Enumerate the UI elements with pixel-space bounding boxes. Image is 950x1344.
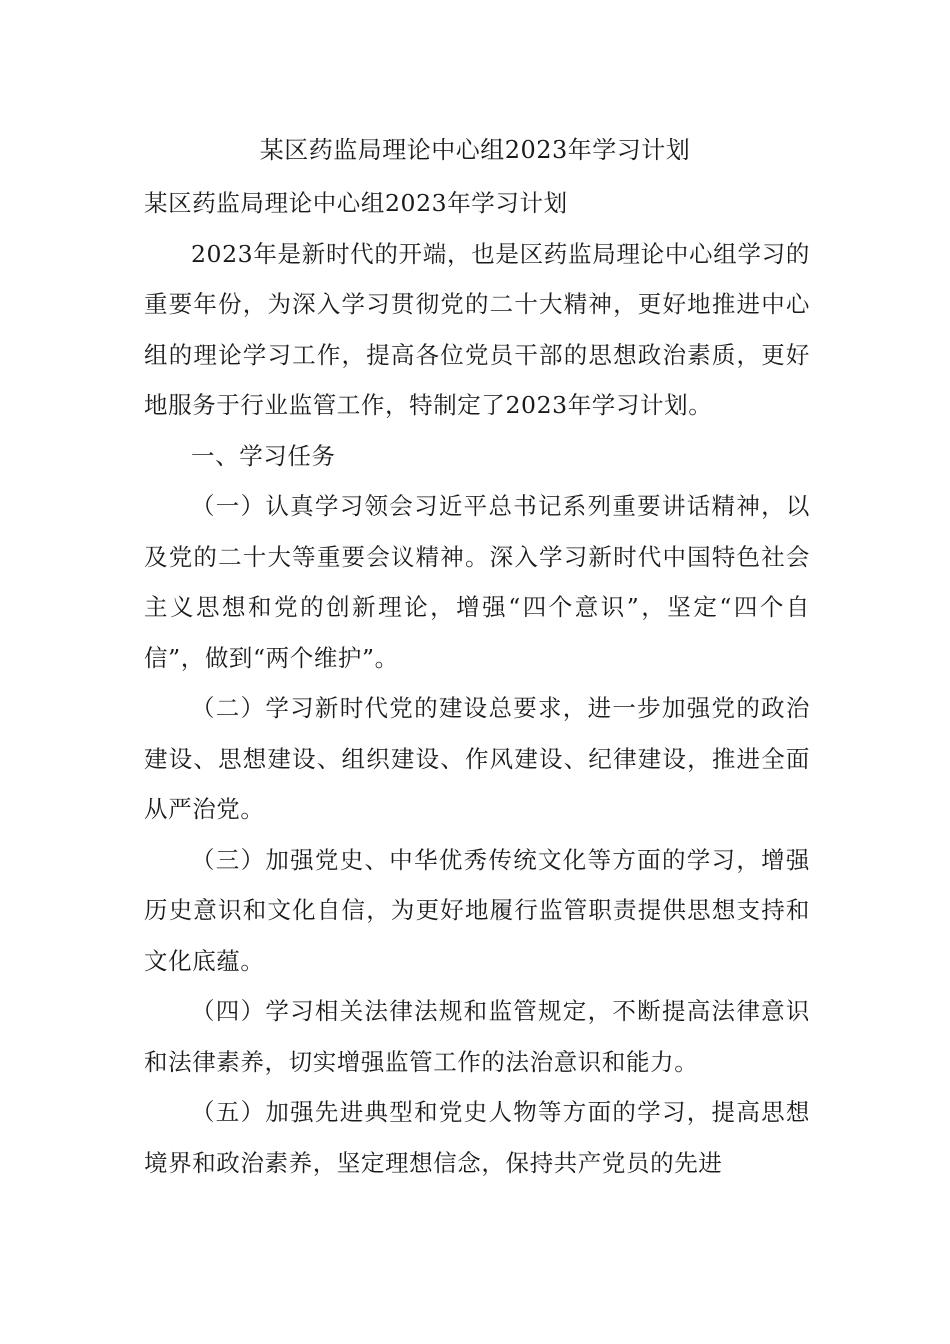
paragraph-task-5: （五）加强先进典型和党史人物等方面的学习，提高思想境界和政治素养，坚定理想信念，保持共产党员的先进 [144,1098,810,1177]
document-body [144,178,810,1188]
document-subtitle: 某区药监局理论中心组2023年学习计划 [144,189,568,217]
paragraph-task-2: （二）学习新时代党的建设总要求，进一步加强党的政治建设、思想建设、组织建设、作风建设、纪律建设，推进全面从严治党。 [144,694,810,823]
paragraph-task-4: （四）学习相关法律法规和监管规定，不断提高法律意识和法律素养，切实增强监管工作的法治意识和能力。 [144,997,810,1076]
document-title: 某区药监局理论中心组2023年学习计划 [259,136,691,164]
paragraph-task-3: （三）加强党史、中华优秀传统文化等方面的学习，增强历史意识和文化自信，为更好地履行监管职责提供思想支持和文化底蕴。 [144,845,810,975]
section-heading-study-tasks: 一、学习任务 [191,441,336,470]
paragraph-intro: 2023年是新时代的开端，也是区药监局理论中心组学习的重要年份，为深入学习贯彻党的二十大精神，更好地推进中心组的理论学习工作，提高各位党员干部的思想政治素质，更好地服务于行业监管工作，特制定了2023年学习计划。 [144,239,810,419]
paragraph-task-1: （一）认真学习领会习近平总书记系列重要讲话精神，以及党的二十大等重要会议精神。深入学习新时代中国特色社会主义思想和党的创新理论，增强“四个意识”，坚定“四个自信”，做到“两个维护”。 [144,492,810,672]
